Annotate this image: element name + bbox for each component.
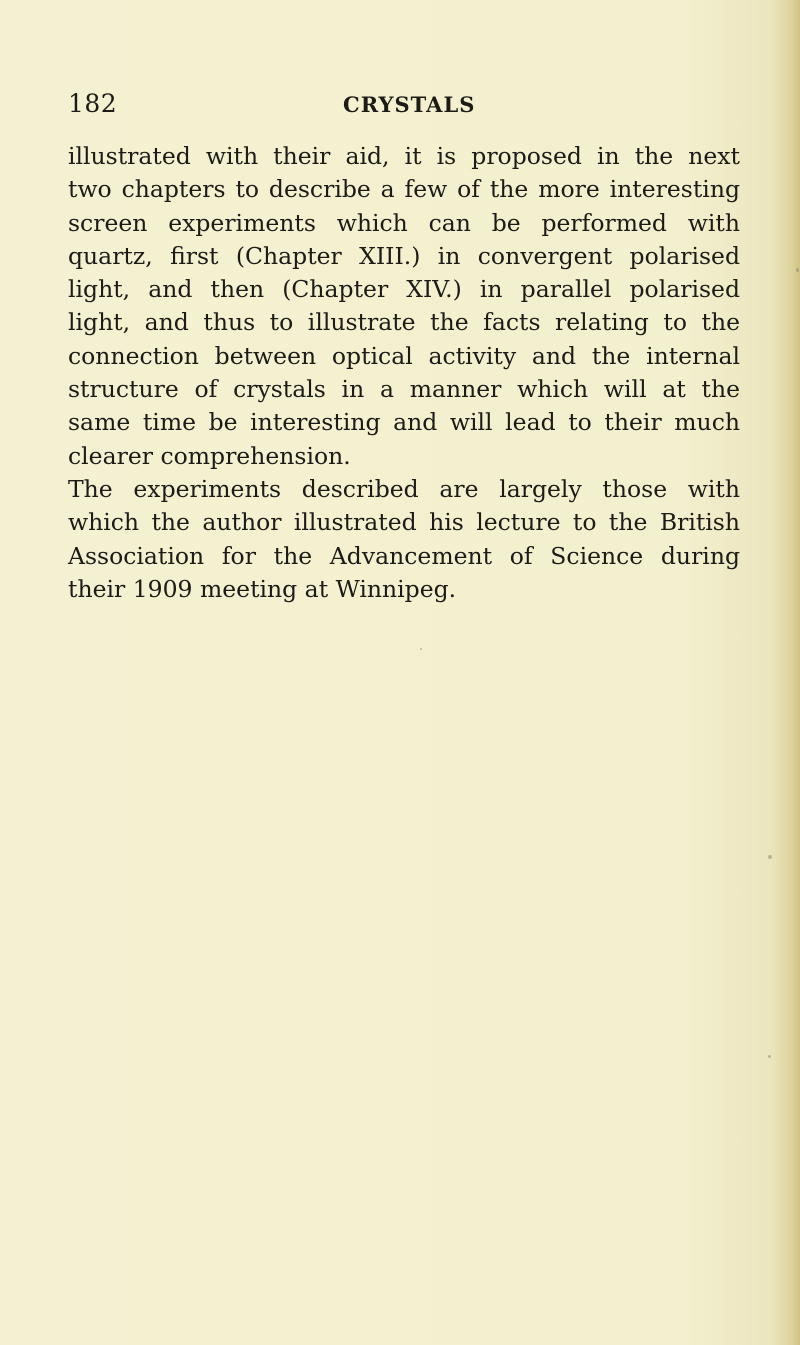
paper-speck xyxy=(796,268,799,272)
text-line: clearer comprehension. xyxy=(68,441,351,470)
paragraph-1 xyxy=(68,140,740,473)
text-line: two chapters to describe a few of the more interesting xyxy=(68,175,740,204)
text-line: light, and thus to illustrate the facts relating to the xyxy=(68,308,740,337)
paper-speck xyxy=(768,1055,771,1058)
text-line: screen experiments which can be performed with xyxy=(68,208,740,237)
page-number: 182 xyxy=(68,89,118,118)
text-line: which the author illustrated his lecture to the British xyxy=(68,508,740,537)
text-line: same time be interesting and will lead to their much xyxy=(68,408,740,437)
text-line: Association for the Advancement of Science during xyxy=(68,541,740,570)
text-line: structure of crystals in a manner which will at the xyxy=(68,375,740,404)
body-text xyxy=(68,140,740,606)
running-head: CRYSTALS xyxy=(343,92,476,117)
paper-speck xyxy=(420,648,422,650)
text-line: their 1909 meeting at Winnipeg. xyxy=(68,574,457,603)
text-line: light, and then (Chapter XIV.) in parallel polarised xyxy=(68,275,740,304)
text-line: illustrated with their aid, it is proposed in the next xyxy=(68,142,740,170)
page-edge-shadow xyxy=(774,0,800,1345)
paper-speck xyxy=(768,855,772,859)
text-line: The experiments described are largely those with xyxy=(68,474,740,503)
paragraph-2 xyxy=(68,473,740,606)
text-line: connection between optical activity and the internal xyxy=(68,341,740,370)
text-line: quartz, first (Chapter XIII.) in convergent polarised xyxy=(68,241,740,270)
